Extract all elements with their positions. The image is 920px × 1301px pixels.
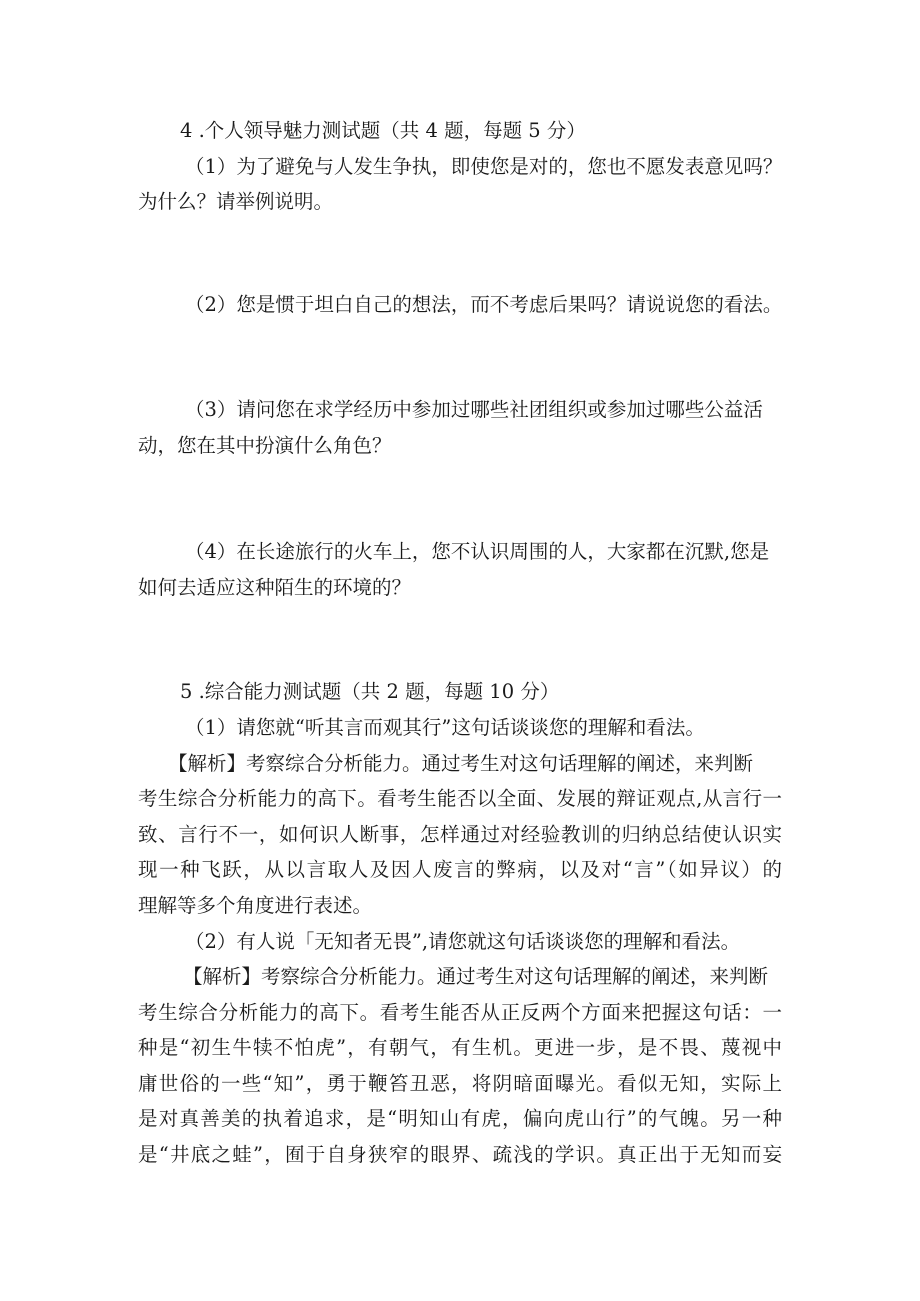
analysis-5-2-line-1: 【解析】考察综合分析能力。通过考生对这句话理解的阐述，来判断 — [183, 965, 769, 988]
analysis-5-1-line-1: 【解析】考察综合分析能力。通过考生对这句话理解的阐述，来判断 — [168, 752, 754, 775]
question-4-4-line-1: （4）在长途旅行的火车上，您不认识周围的人，大家都在沉默,您是 — [185, 540, 770, 563]
analysis-5-1-line-5: 理解等多个角度进行表述。 — [138, 894, 373, 917]
analysis-5-1-line-2: 考生综合分析能力的高下。看考生能否以全面、发展的辩证观点,从言行一 — [138, 787, 782, 810]
analysis-5-1-line-3: 致、言行不一，如何识人断事，怎样通过对经验教训的归纳总结使认识实 — [138, 823, 782, 846]
question-5-1-line-1: （1）请您就“听其言而观其行”这句话谈谈您的理解和看法。 — [185, 716, 705, 739]
analysis-5-1-line-4: 现一种飞跃，从以言取人及因人废言的弊病，以及对“言”（如异议）的 — [138, 858, 782, 881]
section-4-heading: 4 .个人领导魅力测试题（共 4 题，每题 5 分） — [180, 119, 586, 142]
question-4-1-line-2: 为什么？请举例说明。 — [138, 190, 334, 213]
question-4-3-line-1: （3）请问您在求学经历中参加过哪些社团组织或参加过哪些公益活 — [185, 398, 763, 421]
analysis-5-2-line-5: 是对真善美的执着追求，是“明知山有虎，偏向虎山行”的气魄。另一种 — [138, 1107, 782, 1130]
question-4-4-line-2: 如何去适应这种陌生的环境的？ — [138, 576, 412, 599]
analysis-5-2-line-6: 是“井底之蛙”，囿于自身狭窄的眼界、疏浅的学识。真正出于无知而妄 — [138, 1143, 782, 1166]
question-5-2-line-1: （2）有人说「无知者无畏”,请您就这句话谈谈您的理解和看法。 — [185, 930, 741, 953]
question-4-2-line-1: （2）您是惯于坦白自己的想法，而不考虑后果吗？请说说您的看法。 — [185, 293, 783, 316]
analysis-5-2-line-4: 庸世俗的一些“知”，勇于鞭笞丑恶，将阴暗面曝光。看似无知，实际上 — [138, 1072, 782, 1095]
question-4-3-line-2: 动，您在其中扮演什么角色？ — [138, 434, 392, 457]
question-4-1-line-1: （1）为了避免与人发生争执，即使您是对的，您也不愿发表意见吗？ — [185, 155, 783, 178]
analysis-5-2-line-3: 种是“初生牛犊不怕虎”，有朝气，有生机。更进一步，是不畏、蔑视中 — [138, 1036, 782, 1059]
analysis-5-2-line-2: 考生综合分析能力的高下。看考生能否从正反两个方面来把握这句话：一 — [138, 1001, 782, 1024]
section-5-heading: 5 .综合能力测试题（共 2 题，每题 10 分） — [180, 680, 560, 703]
